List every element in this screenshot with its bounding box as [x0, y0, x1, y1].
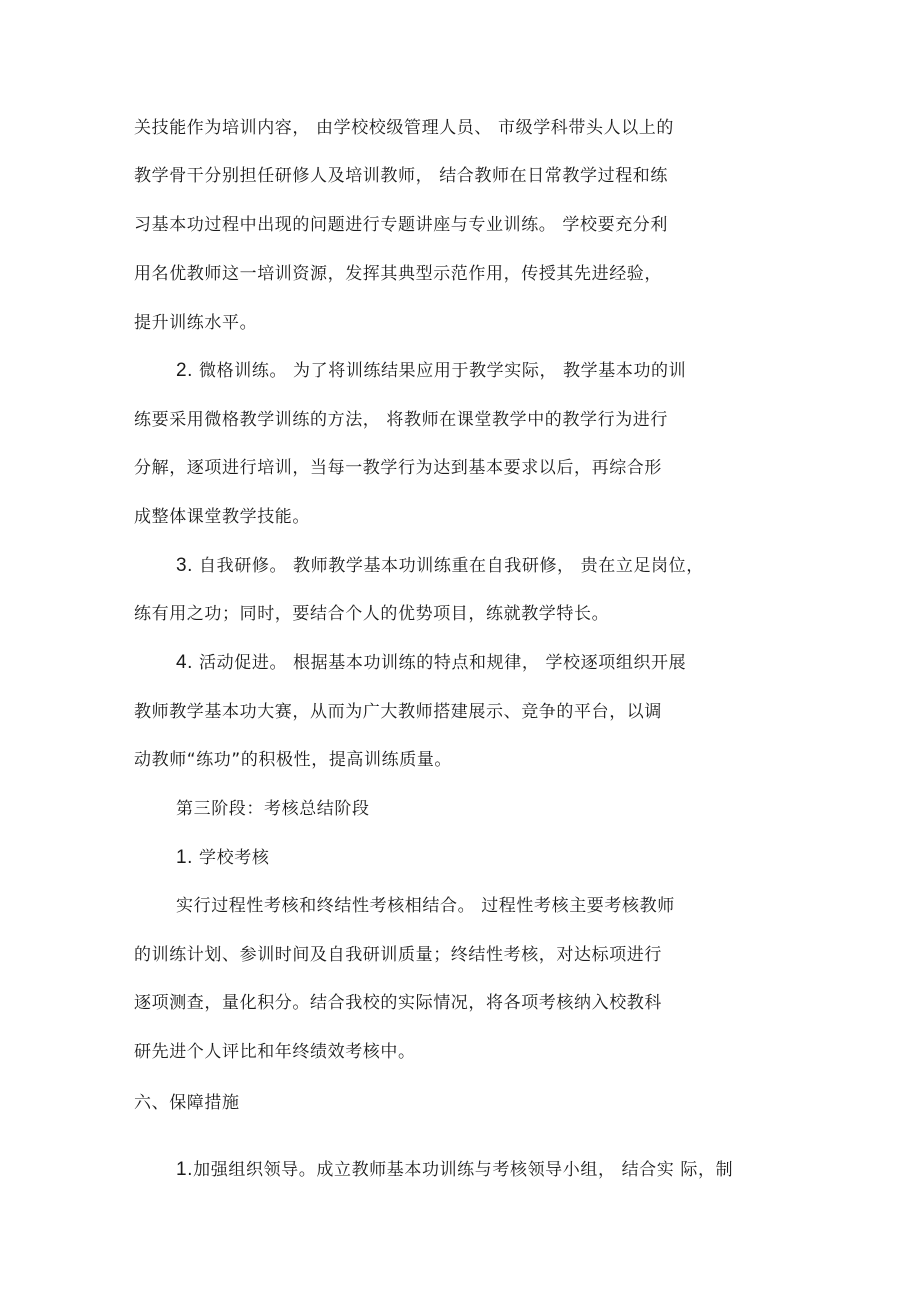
stage-3-item-1-label: 学校考核	[193, 848, 270, 868]
item-4-line-3: 动教师“练功”的积极性，提高训练质量。	[134, 750, 453, 770]
paragraph-1-line-3: 习基本功过程中出现的问题进行专题讲座与专业训练。 学校要充分利	[134, 215, 669, 235]
item-2-line-2: 练要采用微格教学训练的方法， 将教师在课堂教学中的教学行为进行	[134, 410, 669, 430]
stage-3-paragraph-line-3: 逐项测查，量化积分。结合我校的实际情况，将各项考核纳入校教科	[134, 993, 662, 1013]
item-3-line-1	[176, 554, 704, 578]
item-4-line-1	[176, 651, 686, 675]
item-2-number: 2.	[176, 360, 194, 381]
item-4-number: 4.	[176, 652, 194, 673]
item-4-line-2: 教师教学基本功大赛，从而为广大教师搭建展示、竞争的平台，以调	[134, 702, 662, 722]
item-4-text: 活动促进。 根据基本功训练的特点和规律， 学校逐项组织开展	[193, 653, 687, 673]
section-6-item-1-text: .加强组织领导。成立教师基本功训练与考核领导小组， 结合实 际，制	[187, 1160, 734, 1180]
stage-3-item-1	[176, 846, 269, 870]
item-2-line-4: 成整体课堂教学技能。	[134, 507, 310, 527]
stage-3-paragraph-line-1: 实行过程性考核和终结性考核相结合。 过程性考核主要考核教师	[176, 896, 675, 916]
stage-3-heading: 第三阶段：考核总结阶段	[176, 799, 370, 819]
section-6-heading: 六、保障措施	[134, 1093, 240, 1113]
stage-3-paragraph-line-2: 的训练计划、参训时间及自我研训质量；终结性考核，对达标项进行	[134, 945, 662, 965]
stage-3-item-1-number: 1.	[176, 847, 194, 868]
item-3-line-2: 练有用之功；同时，要结合个人的优势项目，练就教学特长。	[134, 604, 610, 624]
item-2-text: 微格训练。 为了将训练结果应用于教学实际， 教学基本功的训	[193, 361, 687, 381]
stage-3-paragraph-line-4: 研先进个人评比和年终绩效考核中。	[134, 1042, 416, 1062]
item-2-line-1	[176, 359, 686, 383]
paragraph-1-line-1: 关技能作为培训内容， 由学校校级管理人员、 市级学科带头人以上的	[134, 118, 675, 138]
section-6-item-1	[176, 1158, 733, 1182]
item-3-number: 3.	[176, 555, 194, 576]
item-2-line-3: 分解，逐项进行培训，当每一教学行为达到基本要求以后，再综合形	[134, 458, 662, 478]
section-6-item-1-number: 1	[176, 1159, 188, 1180]
paragraph-1-line-4: 用名优教师这一培训资源，发挥其典型示范作用，传授其先进经验，	[134, 264, 662, 284]
paragraph-1-line-5: 提升训练水平。	[134, 313, 258, 333]
paragraph-1-line-2: 教学骨干分别担任研修人及培训教师， 结合教师在日常教学过程和练	[134, 166, 669, 186]
item-3-text: 自我研修。 教师教学基本功训练重在自我研修， 贵在立足岗位，	[193, 556, 704, 576]
